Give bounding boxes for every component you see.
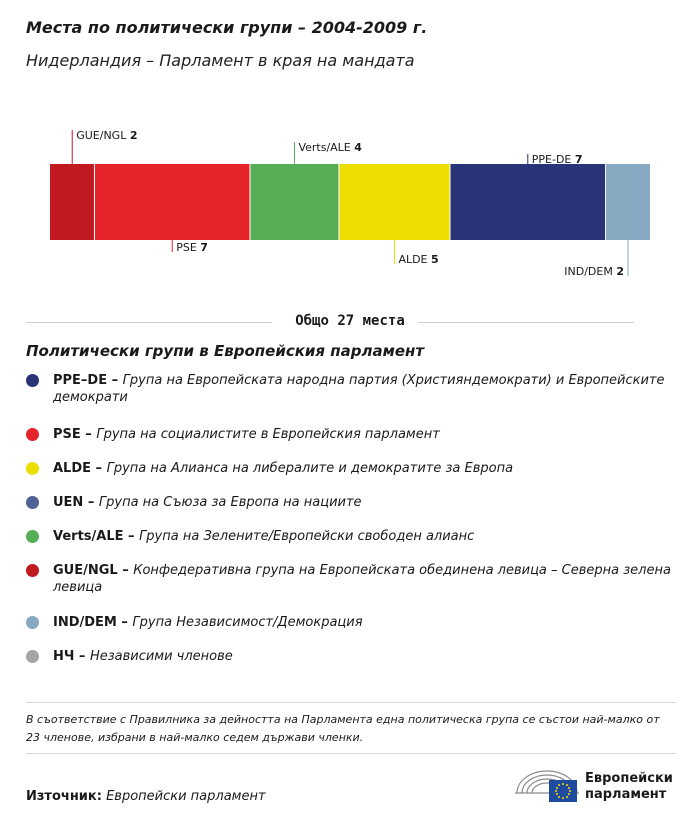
legend-description: Група на Зелените/Европейски свободен алианс <box>139 529 475 544</box>
page-subtitle: Нидерландия – Парламент в края на мандата <box>26 51 415 70</box>
segment-label-3: ALDE 5 <box>398 253 439 266</box>
legend-abbr: ALDE – <box>53 461 107 476</box>
legend-description: Конфедеративна група на Европейската обединена левица – Северна зелена левица <box>53 563 671 595</box>
logo-line-2: парламент <box>585 787 667 802</box>
legend-dot <box>26 496 39 509</box>
note-bottom-rule <box>26 753 676 754</box>
legend-dot <box>26 564 39 577</box>
legend-dot <box>26 650 39 663</box>
bar-segment-2 <box>250 164 339 240</box>
source-label: Източник: <box>26 789 102 804</box>
logo-line-1: Европейски <box>585 771 673 786</box>
bar-segment-4 <box>450 164 606 240</box>
legend-abbr: PSE – <box>53 427 97 442</box>
total-seats <box>0 312 700 332</box>
segment-label-4: PPE-DE 7 <box>531 153 583 166</box>
legend-dot <box>26 530 39 543</box>
european-parliament-logo <box>515 765 685 805</box>
legend-description: Група Независимост/Демокрация <box>132 615 363 630</box>
legend-abbr: GUE/NGL – <box>53 563 134 578</box>
total-seats-label: Общо 27 места <box>295 313 405 329</box>
legend-text <box>53 494 673 511</box>
legend-description: Група на Алианса на либералите и демократите за Европа <box>106 461 514 476</box>
segment-label-5: IND/DEM 2 <box>564 265 624 278</box>
logo-text <box>585 771 673 803</box>
legend-abbr: НЧ – <box>53 649 90 664</box>
segment-label-2: Verts/ALE 4 <box>298 141 362 154</box>
legend-dot <box>26 374 39 387</box>
seat-distribution-chart <box>0 110 700 290</box>
legend-description: Независими членове <box>89 649 233 664</box>
bar-segment-1 <box>94 164 250 240</box>
source-text: Европейски парламент <box>106 789 266 804</box>
legend-text <box>53 528 673 545</box>
legend-dot <box>26 462 39 475</box>
legend-text <box>53 372 673 406</box>
bar-segment-5 <box>606 164 650 240</box>
legend-description: Група на социалистите в Европейския парламент <box>96 427 440 442</box>
legend-dot <box>26 616 39 629</box>
bar-segment-0 <box>50 164 94 240</box>
footnote: В съответствие с Правилника за дейността на Парламента една политическа група се състои най-малко от 23 членове, избрани в най-малко седем държави членки. <box>26 713 660 744</box>
legend-text <box>53 562 673 596</box>
legend-dot <box>26 428 39 441</box>
legend-text <box>53 460 673 477</box>
bar-segment-3 <box>339 164 450 240</box>
legend-abbr: UEN – <box>53 495 99 510</box>
segment-label-0: GUE/NGL 2 <box>76 129 138 142</box>
legend-abbr: Verts/ALE – <box>53 529 140 544</box>
note-top-rule <box>26 702 676 703</box>
legend-description: Група на Европейската народна партия (Християндемократи) и Европейските демократи <box>53 373 665 405</box>
legend-abbr: PPE–DE – <box>53 373 123 388</box>
legend-description: Група на Съюза за Европа на нациите <box>98 495 362 510</box>
segment-label-1: PSE 7 <box>176 241 208 254</box>
legend-text <box>53 648 673 665</box>
legend-text <box>53 426 673 443</box>
legend-title: Политически групи в Европейския парламент <box>26 342 425 360</box>
legend-abbr: IND/DEM – <box>53 615 133 630</box>
source <box>26 789 266 804</box>
legend-text <box>53 614 673 631</box>
page-title: Места по политически групи – 2004-2009 г. <box>26 18 428 37</box>
hemicycle-icon <box>515 765 581 805</box>
